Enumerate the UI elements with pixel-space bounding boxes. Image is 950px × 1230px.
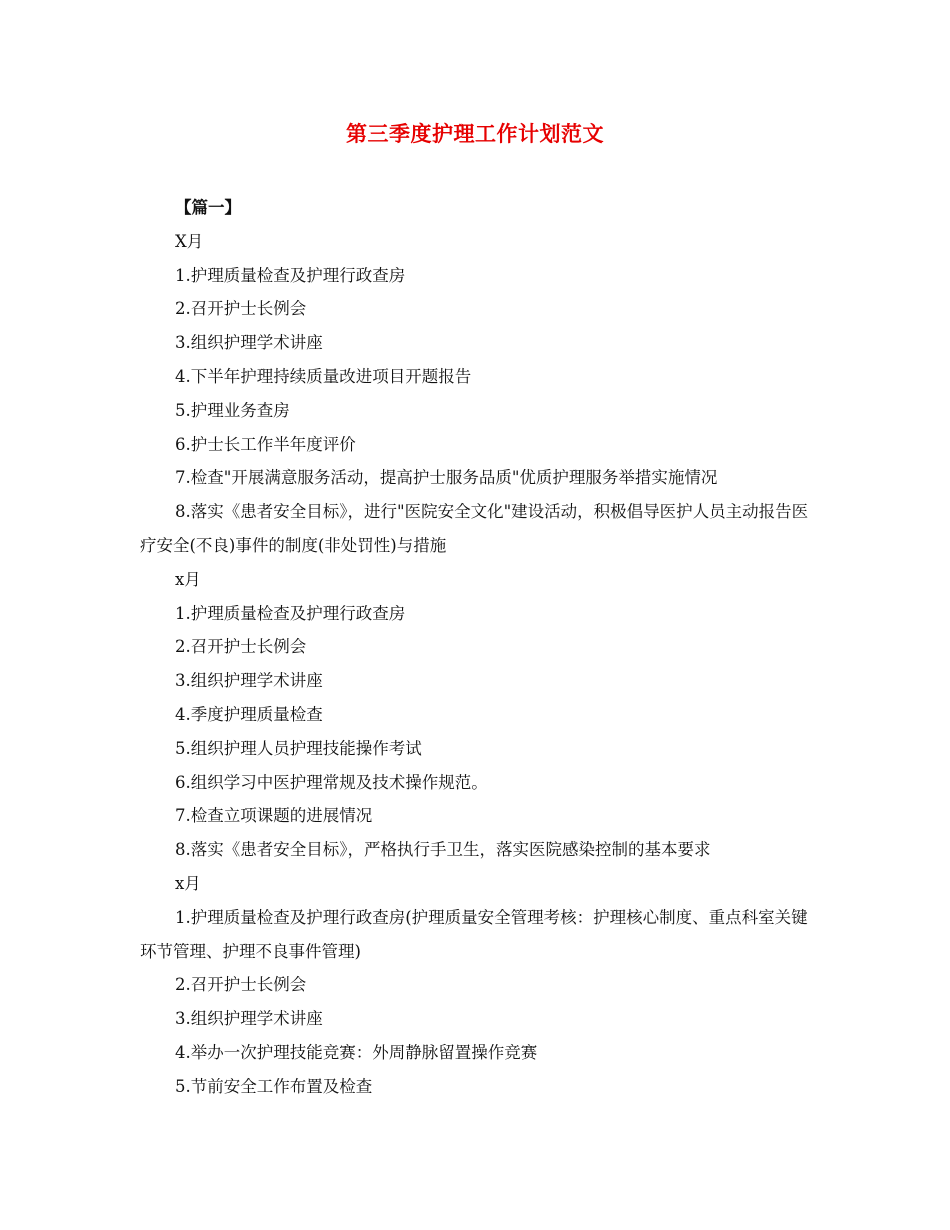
list-item: 6.组织学习中医护理常规及技术操作规范。: [175, 772, 488, 792]
list-item: 2.召开护士长例会: [175, 299, 307, 319]
list-item: 2.召开护士长例会: [175, 637, 307, 657]
list-item: 5.节前安全工作布置及检查: [175, 1076, 373, 1096]
month-heading: x月: [175, 569, 201, 589]
list-item: 6.护士长工作半年度评价: [175, 434, 356, 454]
list-item: 7.检查立项课题的进展情况: [175, 806, 373, 826]
list-item: 8.落实《患者安全目标》，进行"医院安全文化"建设活动，积极倡导医护人员主动报告医疗安全(不良)事件的制度(非处罚性)与措施: [140, 502, 809, 555]
list-item: 5.组织护理人员护理技能操作考试: [175, 738, 422, 758]
document-title: 第三季度护理工作计划范文: [346, 122, 604, 146]
document-body: [140, 191, 820, 1104]
list-item: 4.举办一次护理技能竞赛：外周静脉留置操作竞赛: [175, 1042, 538, 1062]
list-item: 4.下半年护理持续质量改进项目开题报告: [175, 366, 472, 386]
section-label: 【篇一】: [175, 198, 241, 217]
list-item: 1.护理质量检查及护理行政查房: [175, 603, 406, 623]
list-item: 3.组织护理学术讲座: [175, 671, 323, 691]
list-item: 5.护理业务查房: [175, 400, 290, 420]
list-item: 1.护理质量检查及护理行政查房: [175, 265, 406, 285]
list-item: 3.组织护理学术讲座: [175, 1009, 323, 1029]
list-item: 1.护理质量检查及护理行政查房(护理质量安全管理考核：护理核心制度、重点科室关键环节管理、护理不良事件管理): [140, 907, 808, 961]
list-item: 8.落实《患者安全目标》，严格执行手卫生，落实医院感染控制的基本要求: [175, 840, 711, 860]
month-heading: x月: [175, 873, 201, 893]
list-item: 4.季度护理质量检查: [175, 704, 323, 724]
month-heading: X月: [175, 231, 204, 251]
list-item: 2.召开护士长例会: [175, 975, 307, 995]
list-item: 3.组织护理学术讲座: [175, 333, 323, 353]
list-item: 7.检查"开展满意服务活动，提高护士服务品质"优质护理服务举措实施情况: [175, 468, 718, 488]
